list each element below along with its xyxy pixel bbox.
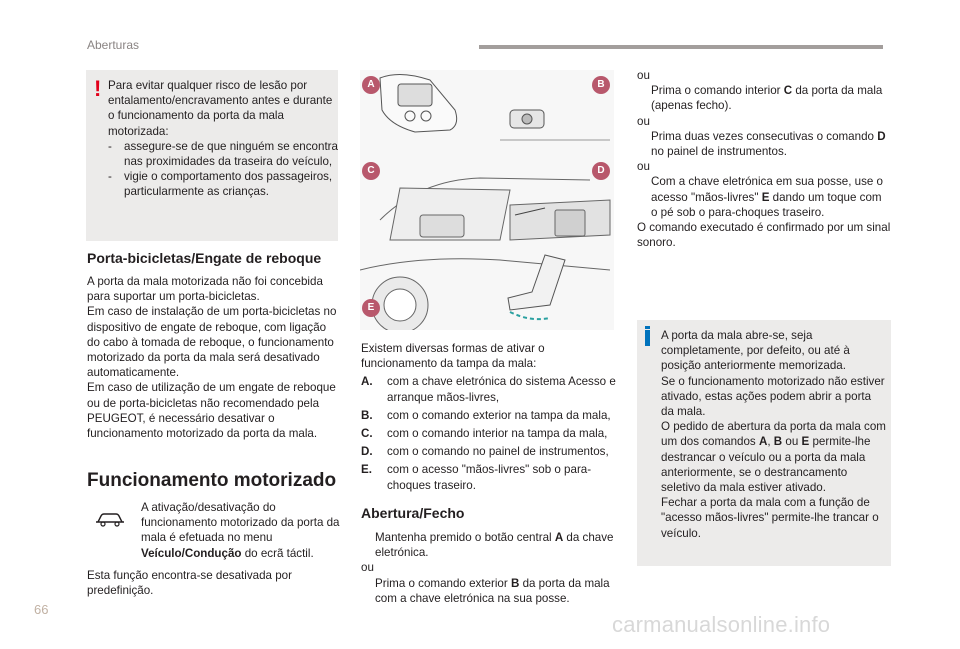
- header-divider: [479, 45, 883, 49]
- confirm-text: O comando executado é confirmado por um sinal sonoro.: [637, 221, 891, 250]
- default-note: Esta função encontra-se desativada por predefinição.: [87, 569, 292, 598]
- motorized-text: A ativação/desativação do funcionamento motorizado da porta da mala é efetuada no menu Veículo/Condução do ecrã táctil.: [141, 501, 340, 560]
- opening-heading: Abertura/Fecho: [361, 505, 465, 521]
- opening-steps: [361, 530, 616, 606]
- warning-item: - vigie o comportamento dos passageiros, particularmente as crianças.: [108, 170, 333, 199]
- opening-step: Mantenha premido o botão central A da chave eletrónica.: [375, 531, 614, 560]
- methods-intro: Existem diversas formas de ativar o funcionamento da tampa da mala:: [361, 342, 545, 371]
- warning-item: - assegure-se de que ninguém se encontra nas proximidades da traseira do veículo,: [108, 139, 338, 169]
- warning-icon: !: [94, 76, 102, 101]
- warning-intro: Para evitar qualquer risco de lesão por entalamento/encravamento antes e durante o funcionamento da porta da mala motorizada:: [108, 79, 333, 138]
- or-text: ou: [637, 69, 650, 82]
- method-item: D. com o comando no painel de instrumentos,: [361, 445, 609, 459]
- bike-heading: Porta-bicicletas/Engate de reboque: [87, 250, 322, 266]
- info-icon: [645, 326, 650, 329]
- car-settings-icon: [95, 511, 125, 527]
- info-text: A porta da mala abre-se, seja completamente, por defeito, ou até à posição anteriormente memorizada. Se o funcionamento motorizado não estiver ativado, estas ações podem abrir a porta da mala. O pedido de abertura da porta da mala com um dos comandos A, B ou E permite-lhe destrancar o veículo ou a porta da mala anteriormente, se o destrancamento seletivo da mala estiver ativado. Fechar a porta da mala com a função de "acesso mãos-livres" permite-lhe trancar o veículo.: [661, 329, 886, 540]
- watermark: carmanualsonline.info: [612, 612, 831, 637]
- opening-step: Prima duas vezes consecutivas o comando D no painel de instrumentos.: [651, 129, 886, 159]
- tailgate-illustration: [360, 70, 614, 330]
- or-text: ou: [637, 114, 650, 128]
- label-b-badge: B: [592, 76, 610, 94]
- or-text: ou: [637, 160, 650, 174]
- method-item: C. com o comando interior na tampa da mala,: [361, 427, 608, 441]
- page-number: 66: [34, 602, 49, 617]
- motorized-heading: Funcionamento motorizado: [87, 470, 337, 491]
- section-title: Aberturas: [87, 38, 140, 52]
- label-e-badge: E: [362, 299, 380, 317]
- opening-steps-continued: [637, 68, 891, 250]
- method-item: B. com o comando exterior na tampa da mala,: [361, 408, 611, 422]
- warning-text: [108, 78, 338, 200]
- method-item: A. com a chave eletrónica do sistema Acesso e arranque mãos-livres,: [361, 375, 616, 404]
- opening-step: Prima o comando interior C da porta da mala (apenas fecho).: [651, 84, 883, 113]
- label-d-badge: D: [592, 162, 610, 180]
- opening-step: Prima o comando exterior B da porta da mala com a chave eletrónica na sua posse.: [375, 576, 610, 605]
- label-a-badge: A: [362, 76, 380, 94]
- method-item: E. com o acesso "mãos-livres" sob o para-choques traseiro.: [361, 463, 592, 492]
- methods-section: [361, 341, 616, 493]
- illustration-drawing: [360, 70, 614, 330]
- info-icon-bar: [645, 330, 650, 346]
- opening-step: Com a chave eletrónica em sua posse, use o acesso "mãos-livres" E dando um toque com o pé sob o para-choques traseiro.: [651, 175, 883, 219]
- label-c-badge: C: [362, 162, 380, 180]
- bike-body: A porta da mala motorizada não foi concebida para suportar um porta-bicicletas. Em caso de instalação de um porta-bicicletas no dispositivo de engate de reboque, com ligação do cabo à tomada de reboque, o funcionamento motorizado da porta da mala será desativado automaticamente. Em caso de utilização de um engate de reboque ou de porta-bicicletas não recomendado pela PEUGEOT, é necessário desativar o funcionamento motorizado da porta da mala.: [87, 275, 337, 441]
- or-text: ou: [361, 561, 374, 575]
